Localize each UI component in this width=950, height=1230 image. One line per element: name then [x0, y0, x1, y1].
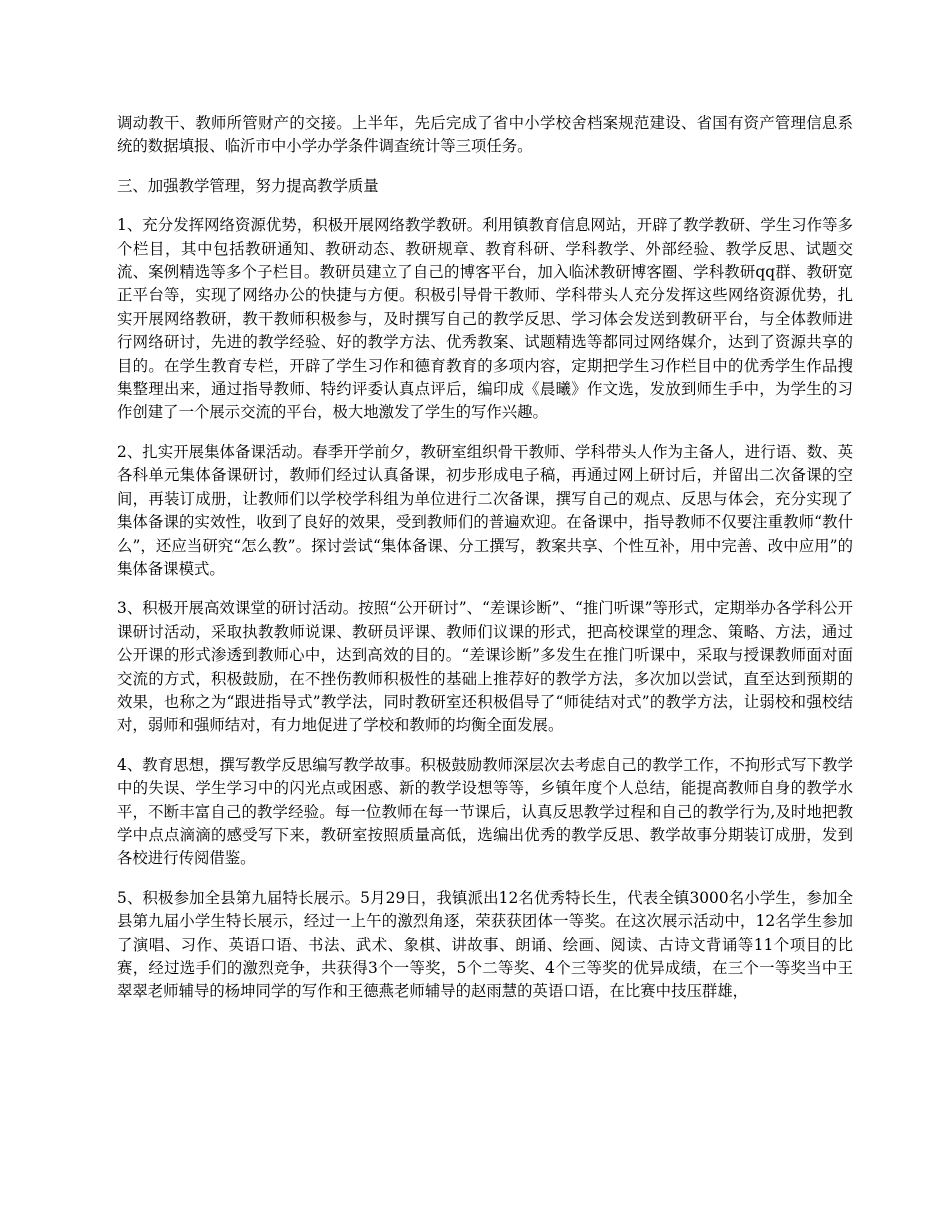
paragraph-item-1: 1、充分发挥网络资源优势，积极开展网络教学教研。利用镇教育信息网站，开辟了教学教研、学生习作等多个栏目，其中包括教研通知、教研动态、教研规章、教育科研、学科教学、外部经验、教学反思、试题交流、案例精选等多个子栏目。教研员建立了自己的博客平台，加入临沭教研博客圈、学科教研qq群、教研宽正平台等，实现了网络办公的快捷与方便。积极引导骨干教师、学科带头人充分发挥这些网络资源优势，扎实开展网络教研，教干教师积极参与，及时撰写自己的教学反思、学习体会发送到教研平台，与全体教师进行网络研讨，先进的教学经验、好的教学方法、优秀教案、试题精选等都同过网络媒介，达到了资源共享的目的。在学生教育专栏，开辟了学生习作和德育教育的多项内容，定期把学生习作栏目中的优秀学生作品搜集整理出来，通过指导教师、特约评委认真点评后，编印成《晨曦》作文选，发放到师生手中，为学生的习作创建了一个展示交流的平台，极大地激发了学生的写作兴趣。 [117, 216, 853, 422]
paragraph-intro: 调动教干、教师所管财产的交接。上半年，先后完成了省中小学校舍档案规范建设、省国有资产管理信息系统的数据填报、临沂市中小学办学条件调查统计等三项任务。 [117, 114, 853, 156]
section-heading: 三、加强教学管理，努力提高教学质量 [117, 176, 379, 195]
document-body [117, 112, 853, 1020]
paragraph-item-2: 2、扎实开展集体备课活动。春季开学前夕，教研室组织骨干教师、学科带头人作为主备人，进行语、数、英各科单元集体备课研讨，教师们经过认真备课，初步形成电子稿，再通过网上研讨后，并留出二次备课的空间，再装订成册，让教师们以学校学科组为单位进行二次备课，撰写自己的观点、反思与体会，充分实现了集体备课的实效性，收到了良好的效果，受到教师们的普遍欢迎。在备课中，指导教师不仅要注重教师“教什么”，还应当研究“怎么教”。探讨尝试“集体备课、分工撰写，教案共享、个性互补，用中完善、改中应用”的集体备课模式。 [117, 442, 853, 578]
paragraph-item-4: 4、教育思想，撰写教学反思编写教学故事。积极鼓励教师深层次去考虑自己的教学工作，不拘形式写下教学中的失误、学生学习中的闪光点或困惑、新的教学设想等等，乡镇年度个人总结，能提高教师自身的教学水平，不断丰富自己的教学经验。每一位教师在每一节课后，认真反思教学过程和自己的教学行为,及时地把教学中点点滴滴的感受写下来，教研室按照质量高低，选编出优秀的教学反思、教学故事分期装订成册，发到各校进行传阅借鉴。 [117, 755, 853, 868]
paragraph-item-3: 3、积极开展高效课堂的研讨活动。按照“公开研讨”、“差课诊断”、“推门听课”等形式，定期举办各学科公开课研讨活动，采取执教教师说课、教研员评课、教师们议课的形式，把高校课堂的理念、策略、方法，通过公开课的形式渗透到教师心中，达到高效的目的。“差课诊断”多发生在推门听课中，采取与授课教师面对面交流的方式，积极鼓励，在不挫伤教师积极性的基础上推荐好的教学方法，多次加以尝试，直至达到预期的效果，也称之为“跟进指导式”教学法，同时教研室还积极倡导了“师徒结对式”的教学方法，让弱校和强校结对，弱师和强师结对，有力地促进了学校和教师的均衡全面发展。 [117, 599, 853, 735]
paragraph-item-5: 5、积极参加全县第九届特长展示。5月29日，我镇派出12名优秀特长生，代表全镇3000名小学生，参加全县第九届小学生特长展示，经过一上午的激烈角逐，荣获获团体一等奖。在这次展示活动中，12名学生参加了演唱、习作、英语口语、书法、武术、象棋、讲故事、朗诵、绘画、阅读、古诗文背诵等11个项目的比赛，经过选手们的激烈竞争，共获得3个一等奖，5个二等奖、4个三等奖的优异成绩，在三个一等奖当中王翠翠老师辅导的杨坤同学的写作和王德燕老师辅导的赵雨慧的英语口语，在比赛中技压群雄， [117, 888, 853, 1001]
